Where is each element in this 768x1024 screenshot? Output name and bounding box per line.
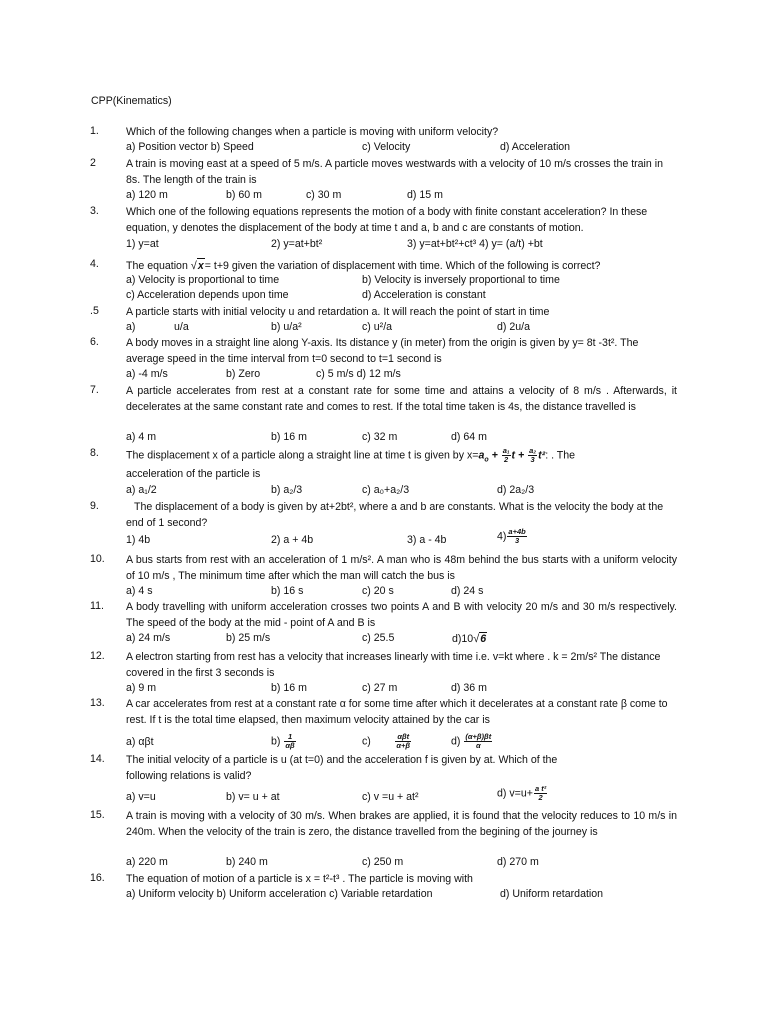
sqrt-operand: 6 (480, 633, 487, 645)
option: c) Velocity (362, 141, 411, 153)
question-text-line: acceleration of the particle is (126, 468, 261, 480)
question-text: The equation of motion of a particle is x = t²-t³ . The particle is moving with (126, 873, 473, 885)
option (497, 785, 548, 802)
question-text: A train is moving east at a speed of 5 m/s. A particle moves westwards with a velocity of 10 m/s crosses the train in 8s. The length of the train is (126, 158, 663, 186)
options-row (126, 856, 686, 872)
option (451, 733, 493, 750)
option: d) 24 s (451, 585, 484, 597)
question-text-part: The displacement x of a particle along a straight line at time t is given by x= (126, 449, 479, 462)
option: b) v= u + at (226, 791, 280, 803)
option: b) u/a² (271, 321, 302, 333)
option: a) 120 m (126, 189, 168, 201)
option: c) v =u + at² (362, 791, 419, 803)
fraction-numerator: αβt (397, 732, 410, 741)
option: c) 20 s (362, 585, 394, 597)
question-number: 12. (90, 650, 105, 662)
question-text (126, 258, 677, 275)
fraction (284, 733, 295, 750)
page-title: CPP(Kinematics) (91, 95, 172, 107)
question-text: A electron starting from rest has a velocity that increases linearly with time i.e. v=kt where . k = 2m/s² The distance covered in the first 3 seconds is (126, 651, 661, 679)
fraction-denominator: 2 (538, 793, 543, 802)
option-label: c) (362, 735, 371, 748)
fraction-denominator: αβ (285, 741, 295, 750)
question-number: 15. (90, 809, 105, 821)
math-symbol: + (515, 449, 528, 462)
options-row (126, 321, 686, 337)
sqrt-icon: √ (473, 633, 480, 645)
question-text: Which of the following changes when a particle is moving with uniform velocity? (126, 126, 499, 138)
option: b) Zero (226, 368, 261, 380)
options-row (126, 484, 686, 500)
fraction (502, 447, 511, 464)
question-text: A body moves in a straight line along Y-axis. Its distance y (in meter) from the origin is given by y= 8t -3t². The average speed in the time interval from t=0 second to t=1 second is (126, 337, 639, 365)
question-number: 3. (90, 205, 99, 217)
fraction (464, 733, 492, 750)
question-number: 1. (90, 125, 99, 137)
option: a) a₁/2 (126, 484, 157, 496)
question-number: 9. (90, 500, 99, 512)
fraction-denominator: 3 (530, 455, 535, 464)
options-row (126, 733, 686, 755)
options-row (126, 238, 686, 254)
option: d) Acceleration is constant (362, 289, 486, 301)
options-row (126, 431, 686, 447)
option: a) -4 m/s (126, 368, 168, 380)
options-row (126, 189, 686, 205)
option: b) 16 m (271, 431, 307, 443)
option: d) 36 m (451, 682, 487, 694)
question-text: Which one of the following equations represents the motion of a body with finite constant acceleration? In these equation, y denotes the displacement of the body at time t and a, b and c are constants of motion. (126, 206, 648, 234)
option: 1) 4b (126, 534, 151, 546)
option: a) 24 m/s (126, 632, 171, 644)
option: a) 4 m (126, 431, 157, 443)
option: d) 2u/a (497, 321, 530, 333)
fraction (534, 785, 547, 802)
option: 3) y=at+bt²+ct³ 4) y= (a/t) +bt (407, 238, 543, 250)
option-label: d) v=u+ (497, 787, 533, 800)
option: c) 30 m (306, 189, 342, 201)
options-row (126, 274, 686, 290)
option (452, 632, 487, 645)
fraction-numerator: 1 (284, 733, 295, 742)
options-row (126, 632, 686, 648)
question-text-part: = t+9 given the variation of displacement with time. Which of the following is correct? (204, 260, 601, 272)
option: d) 270 m (497, 856, 539, 868)
fraction-denominator: α+β (396, 741, 411, 750)
option: d) 64 m (451, 431, 487, 443)
option: a) 4 s (126, 585, 153, 597)
math-symbol: t² (538, 449, 546, 462)
option: d) 2a₂/3 (497, 484, 535, 496)
option: a) αβt (126, 736, 154, 748)
option: a) Position vector b) Speed (126, 141, 254, 153)
option: a) (126, 321, 136, 333)
math-symbol: + (488, 449, 501, 462)
fraction (507, 528, 526, 545)
sqrt-icon: √ (190, 260, 197, 272)
question-number: 13. (90, 697, 105, 709)
option-label: d)10 (452, 633, 474, 645)
options-row (126, 784, 686, 807)
sqrt-operand: x (197, 258, 205, 275)
option: c) u²/a (362, 321, 393, 333)
question-text: The initial velocity of a particle is u (at t=0) and the acceleration f is given by at. Which of the following relations is valid? (126, 754, 558, 782)
question-number: 14. (90, 753, 105, 765)
fraction-numerator: a₂ (529, 446, 537, 455)
options-row (126, 888, 686, 904)
option: 1) y=at (126, 238, 159, 250)
question-number: 10. (90, 553, 105, 565)
question-number: 16. (90, 872, 105, 884)
option: b) 16 m (271, 682, 307, 694)
question-text: A particle starts with initial velocity u and retardation a. It will reach the point of start in time (126, 306, 550, 318)
question-number: 7. (90, 384, 99, 396)
fraction-denominator: 2 (504, 455, 509, 464)
question-text: A particle accelerates from rest at a constant rate for some time and attains a velocity of 8 m/s . Afterwards, it decelerates at the same constant rate and comes to rest. If the total time taken is 4s, the distance travelled is (126, 385, 677, 413)
option: a) Uniform velocity b) Uniform acceleration c) Variable retardation (126, 888, 433, 900)
question-number: 2 (90, 157, 96, 169)
options-row (126, 141, 686, 157)
option: c) 5 m/s d) 12 m/s (316, 368, 401, 380)
fraction-numerator: (α+β)βt (465, 732, 492, 741)
math-symbol: a (478, 449, 485, 462)
question-text: The displacement of a body is given by at+2bt², where a and b are constants. What is the velocity the body at the end of 1 second? (126, 501, 664, 529)
fraction-numerator: a t² (534, 784, 547, 793)
option: c) Acceleration depends upon time (126, 289, 289, 301)
option: b) a₂/3 (271, 484, 303, 496)
question-number: 6. (90, 336, 99, 348)
question-number: 8. (90, 447, 99, 459)
options-row (126, 527, 686, 550)
question-text-part: : . The (545, 449, 576, 462)
option: u/a (174, 321, 189, 333)
option: b) 25 m/s (226, 632, 271, 644)
options-row (126, 682, 686, 698)
option (362, 733, 412, 750)
option: c) 32 m (362, 431, 398, 443)
option: c) a₀+a₂/3 (362, 484, 410, 496)
option: b) 240 m (226, 856, 268, 868)
fraction-denominator: α (475, 741, 481, 750)
option: d) 15 m (407, 189, 443, 201)
options-row (126, 585, 686, 601)
option: a) 220 m (126, 856, 168, 868)
question-text: A bus starts from rest with an acceleration of 1 m/s². A man who is 48m behind the bus starts with a uniform velocity of 10 m/s , The minimum time after which the man will catch the bus is (126, 554, 677, 582)
option-label: 4) (497, 530, 507, 543)
question-text (126, 447, 677, 468)
option: c) 27 m (362, 682, 398, 694)
option: b) 60 m (226, 189, 262, 201)
fraction (528, 447, 537, 464)
fraction (395, 733, 411, 750)
fraction-denominator: 3 (514, 536, 520, 545)
fraction-numerator: a₁ (502, 446, 510, 455)
option: a) v=u (126, 791, 156, 803)
option (497, 528, 528, 545)
option: d) Acceleration (500, 141, 571, 153)
option: a) 9 m (126, 682, 157, 694)
question-text: A train is moving with a velocity of 30 m/s. When brakes are applied, it is found that the velocity reduces to 10 m/s in 240m. When the velocity of the train is zero, the distance travelled from the begining of the journey is (126, 810, 677, 838)
option-label: d) (451, 735, 461, 748)
question-text-part: The equation (126, 260, 191, 272)
options-row (126, 289, 686, 305)
option: b) 16 s (271, 585, 304, 597)
option: d) Uniform retardation (500, 888, 604, 900)
question-text: A car accelerates from rest at a constant rate α for some time after which it decelerates at a constant rate β come to rest. If t is the total time elapsed, then maximum velocity attained by the car is (126, 698, 668, 726)
question-number: 4. (90, 258, 99, 270)
option-label: b) (271, 735, 281, 748)
option: c) 25.5 (362, 632, 395, 644)
option: 2) y=at+bt² (271, 238, 323, 250)
math-symbol: t (511, 449, 516, 462)
option: 3) a - 4b (407, 534, 447, 546)
option (271, 733, 297, 750)
question-number: .5 (90, 305, 99, 317)
option: c) 250 m (362, 856, 404, 868)
option: b) Velocity is inversely proportional to time (362, 274, 560, 286)
fraction-numerator: a+4b (508, 527, 526, 536)
question-number: 11. (90, 600, 104, 612)
options-row (126, 368, 686, 384)
option: a) Velocity is proportional to time (126, 274, 280, 286)
math-subscript: o (484, 456, 489, 464)
option: 2) a + 4b (271, 534, 314, 546)
question-text: A body travelling with uniform acceleration crosses two points A and B with velocity 20 m/s and 30 m/s respectively. The speed of the body at the mid - point of A and B is (126, 601, 677, 629)
